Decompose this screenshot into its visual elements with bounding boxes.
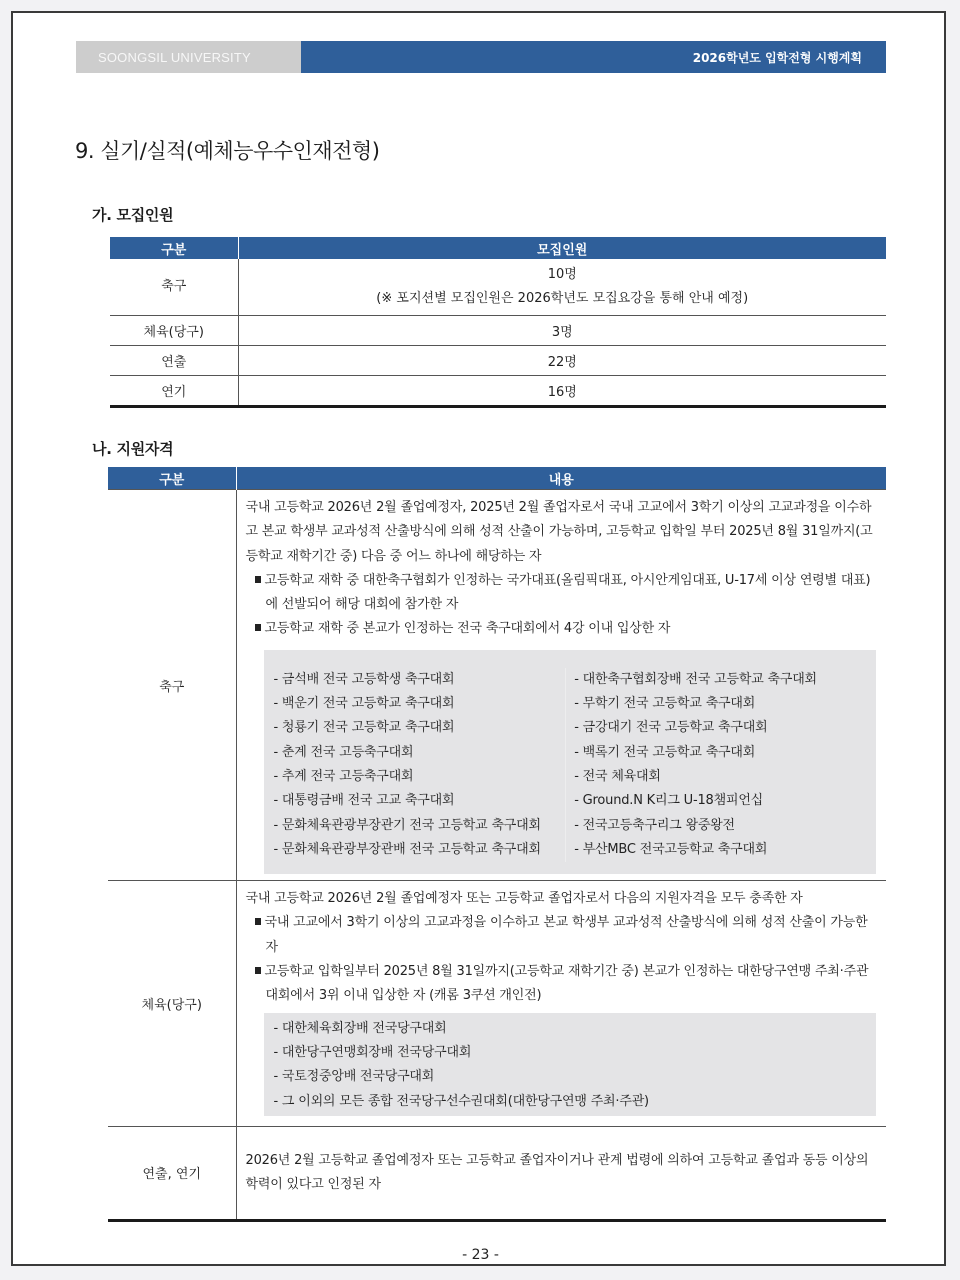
table-row-billiards <box>108 881 886 1127</box>
table-row <box>110 346 886 376</box>
eligibility-intro: 국내 고등학교 2026년 2월 졸업예정자, 2025년 2월 졸업자로서 국내 고교에서 3학기 이상의 고교과정을 이수하고 본교 학생부 교과성적 산출방식에 의해 성적 산출이 가능하며, 고등학교 입학일 부터 2025년 8월 31일까지(고등학교 재학기간 중) 다음 중 어느 하나에 해당하는 자 <box>245 500 873 564</box>
bullet-item: 고등학교 입학일부터 2025년 8월 31일까지(고등학교 재학기간 중) 본교가 인정하는 대한당구연맹 주최·주관 대회에서 3위 이내 입상한 자 (캐롬 3쿠션 개인전) <box>246 960 879 1009</box>
content-cell: 2026년 2월 고등학교 졸업예정자 또는 고등학교 졸업자이거나 관계 법령에 의하여 고등학교 졸업과 동등 이상의 학력이 있다고 인정된 자 <box>236 1126 886 1220</box>
list-item: - 금석배 전국 고등학생 축구대회 <box>273 671 455 687</box>
category-cell: 연출 <box>110 346 238 376</box>
count-cell: 22명 <box>238 346 886 376</box>
list-item: - 전국 체육대회 <box>574 768 661 784</box>
list-item: - 부산MBC 전국고등학교 축구대회 <box>574 841 768 857</box>
bullet-item: 국내 고교에서 3학기 이상의 고교과정을 이수하고 본교 학생부 교과성적 산출방식에 의해 성적 산출이 가능한 자 <box>246 911 879 960</box>
list-item: - 대한축구협회장배 전국 고등학교 축구대회 <box>574 671 817 687</box>
square-bullet-icon <box>255 624 261 631</box>
square-bullet-icon <box>255 967 261 974</box>
list-item: - 문화체육관광부장관기 전국 고등학교 축구대회 <box>273 817 541 833</box>
category-cell: 체육(당구) <box>110 316 238 346</box>
count-value: 10명 <box>547 267 577 282</box>
column-header-content: 내용 <box>236 467 886 490</box>
competition-list-box <box>264 650 877 874</box>
list-item: - 국토정중앙배 전국당구대회 <box>273 1069 435 1085</box>
table-header-row <box>108 467 886 490</box>
header-plan-title: 2026학년도 입학전형 시행계획 <box>301 41 886 73</box>
category-cell: 연기 <box>110 376 238 407</box>
list-item: - 무학기 전국 고등학교 축구대회 <box>574 696 756 712</box>
category-cell: 연출, 연기 <box>108 1126 236 1220</box>
category-cell: 축구 <box>110 259 238 316</box>
column-header-category: 구분 <box>110 237 238 259</box>
list-item: - 대통령금배 전국 고교 축구대회 <box>273 793 455 809</box>
column-header-category: 구분 <box>108 467 236 490</box>
content-cell <box>236 490 886 881</box>
list-item: - 백운기 전국 고등학교 축구대회 <box>273 696 455 712</box>
competition-list-right <box>565 668 866 862</box>
list-item: - 춘계 전국 고등축구대회 <box>273 744 414 760</box>
count-cell <box>238 259 886 316</box>
column-header-count: 모집인원 <box>238 237 886 259</box>
category-cell: 축구 <box>108 490 236 881</box>
count-cell: 3명 <box>238 316 886 346</box>
list-item: - Ground.N K리그 U-18챔피언십 <box>574 793 764 809</box>
header-university-label: SOONGSIL UNIVERSITY <box>76 41 301 73</box>
competition-list-left <box>274 668 566 862</box>
table-row <box>110 376 886 407</box>
eligibility-intro: 국내 고등학교 2026년 2월 졸업예정자 또는 고등학교 졸업자로서 다음의 지원자격을 모두 충족한 자 <box>245 891 803 907</box>
page-number: - 23 - <box>462 1247 499 1263</box>
table-row-soccer <box>108 490 886 881</box>
list-item: - 청룡기 전국 고등학교 축구대회 <box>273 720 455 736</box>
list-item: - 대한체육회장배 전국당구대회 <box>273 1020 447 1036</box>
list-item: - 금강대기 전국 고등학교 축구대회 <box>574 720 768 736</box>
eligibility-heading: 나. 지원자격 <box>92 440 174 458</box>
table-row <box>110 316 886 346</box>
table-header-row <box>110 237 886 259</box>
square-bullet-icon <box>255 576 261 583</box>
list-item: - 전국고등축구리그 왕중왕전 <box>574 817 735 833</box>
category-cell: 체육(당구) <box>108 881 236 1127</box>
recruitment-heading: 가. 모집인원 <box>92 206 174 224</box>
table-row <box>110 259 886 316</box>
list-item: - 추계 전국 고등축구대회 <box>273 768 414 784</box>
table-row-acting <box>108 1126 886 1220</box>
document-page <box>11 11 946 1266</box>
count-note: (※ 포지션별 모집인원은 2026학년도 모집요강을 통해 안내 예정) <box>376 291 749 306</box>
bullet-item: 고등학교 재학 중 대한축구협회가 인정하는 국가대표(올림픽대표, 아시안게임대표, U-17세 이상 연령별 대표)에 선발되어 해당 대회에 참가한 자 <box>246 569 879 618</box>
content-cell <box>236 881 886 1127</box>
list-item: - 그 이외의 모든 종합 전국당구선수권대회(대한당구연맹 주최·주관) <box>273 1093 649 1109</box>
list-item: - 대한당구연맹회장배 전국당구대회 <box>273 1044 472 1060</box>
list-item: - 문화체육관광부장관배 전국 고등학교 축구대회 <box>273 841 541 857</box>
list-item: - 백록기 전국 고등학교 축구대회 <box>574 744 756 760</box>
bullet-item: 고등학교 재학 중 본교가 인정하는 전국 축구대회에서 4강 이내 입상한 자 <box>246 617 879 641</box>
eligibility-table <box>108 467 886 1222</box>
square-bullet-icon <box>255 918 261 925</box>
recruitment-table <box>110 237 886 408</box>
count-cell: 16명 <box>238 376 886 407</box>
section-title: 9. 실기/실적(예체능우수인재전형) <box>75 139 380 163</box>
competition-list-box <box>264 1013 877 1116</box>
